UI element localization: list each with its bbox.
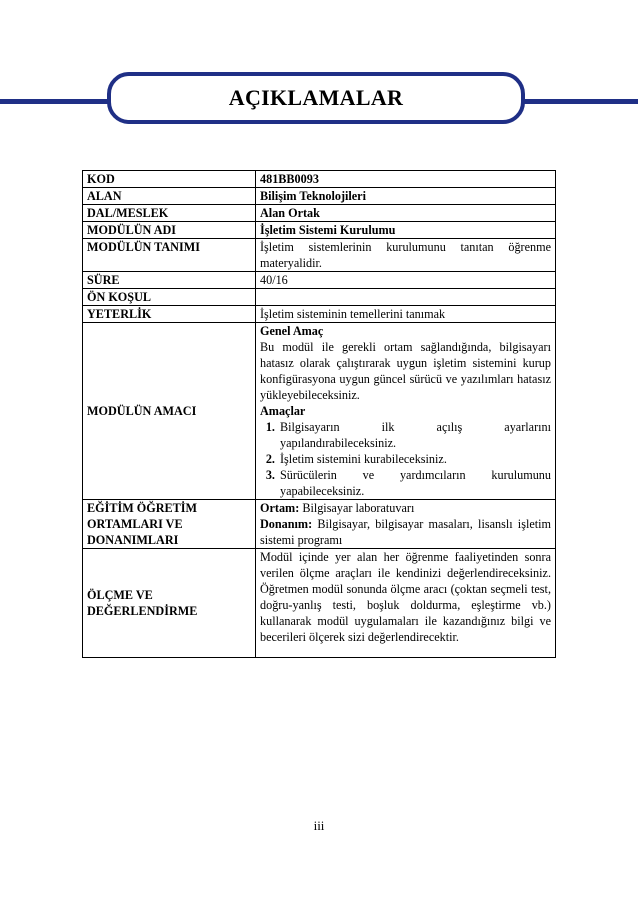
row-label: KOD bbox=[83, 171, 256, 188]
table-row bbox=[83, 222, 556, 239]
row-label: DAL/MESLEK bbox=[83, 205, 256, 222]
row-label: EĞİTİM ÖĞRETİM ORTAMLARI VE DONANIMLARI bbox=[83, 500, 256, 549]
row-value bbox=[256, 323, 556, 500]
general-aim-heading: Genel Amaç bbox=[260, 324, 324, 338]
row-value: 481BB0093 bbox=[256, 171, 556, 188]
table-row bbox=[83, 323, 556, 500]
aims-list bbox=[260, 419, 551, 499]
page-title: AÇIKLAMALAR bbox=[228, 85, 404, 110]
row-label: MODÜLÜN AMACI bbox=[83, 323, 256, 500]
table-row bbox=[83, 272, 556, 289]
row-label: MODÜLÜN ADI bbox=[83, 222, 256, 239]
row-value: İşletim sisteminin temellerini tanımak bbox=[256, 306, 556, 323]
table-row bbox=[83, 306, 556, 323]
environment-value: Bilgisayar laboratuvarı bbox=[299, 501, 415, 515]
module-info-table bbox=[82, 170, 556, 658]
environment-line bbox=[260, 500, 551, 516]
table-row bbox=[83, 188, 556, 205]
page-number: iii bbox=[313, 818, 325, 833]
row-label: SÜRE bbox=[83, 272, 256, 289]
table-row bbox=[83, 171, 556, 188]
row-value: 40/16 bbox=[256, 272, 556, 289]
row-label: YETERLİK bbox=[83, 306, 256, 323]
equipment-label: Donanım: bbox=[260, 517, 313, 531]
table-row bbox=[83, 205, 556, 222]
row-label: ÖN KOŞUL bbox=[83, 289, 256, 306]
list-item: 3. Sürücülerin ve yardımcıların kurulumunu yapabileceksiniz. bbox=[278, 467, 551, 499]
row-label: ALAN bbox=[83, 188, 256, 205]
row-value bbox=[256, 289, 556, 306]
table-row bbox=[83, 549, 556, 658]
aims-heading: Amaçlar bbox=[260, 404, 306, 418]
table-row bbox=[83, 239, 556, 272]
list-item: 2. İşletim sistemini kurabileceksiniz. bbox=[278, 451, 551, 467]
row-value: İşletim sistemlerinin kurulumunu tanıtan öğrenme materyalidir. bbox=[256, 239, 556, 272]
row-label: MODÜLÜN TANIMI bbox=[83, 239, 256, 272]
row-value: İşletim Sistemi Kurulumu bbox=[256, 222, 556, 239]
row-value bbox=[256, 500, 556, 549]
row-label: ÖLÇME VE DEĞERLENDİRME bbox=[83, 549, 256, 658]
table-row bbox=[83, 289, 556, 306]
general-aim-text: Bu modül ile gerekli ortam sağlandığında, bilgisayarı hatasız olarak çalıştırarak uygun işletim sistemini kurup konfigürasyona uygun güncel sürücü ve yazılımları hatasız yükleyebileceksiniz. bbox=[260, 340, 551, 402]
equipment-line bbox=[260, 516, 551, 548]
list-item: 1. Bilgisayarın ilk açılış ayarlarını yapılandırabileceksiniz. bbox=[278, 419, 551, 451]
row-value: Modül içinde yer alan her öğrenme faaliyetinden sonra verilen ölçme araçları ile kendinizi değerlendireceksiniz. Öğretmen modül sonunda ölçme aracı (çoktan seçmeli test, doğru-yanlış testi, boşluk doldurma, eşleştirme vb.) kullanarak modül uygulamaları ile kazandığınız bilgi ve becerileri ölçerek sizi değerlendirecektir. bbox=[256, 549, 556, 658]
environment-label: Ortam: bbox=[260, 501, 300, 515]
row-value: Bilişim Teknolojileri bbox=[256, 188, 556, 205]
title-banner bbox=[107, 72, 525, 124]
table-row bbox=[83, 500, 556, 549]
equipment-value: Bilgisayar, bilgisayar masaları, lisanslı işletim sistemi programı bbox=[260, 517, 551, 547]
row-value: Alan Ortak bbox=[256, 205, 556, 222]
